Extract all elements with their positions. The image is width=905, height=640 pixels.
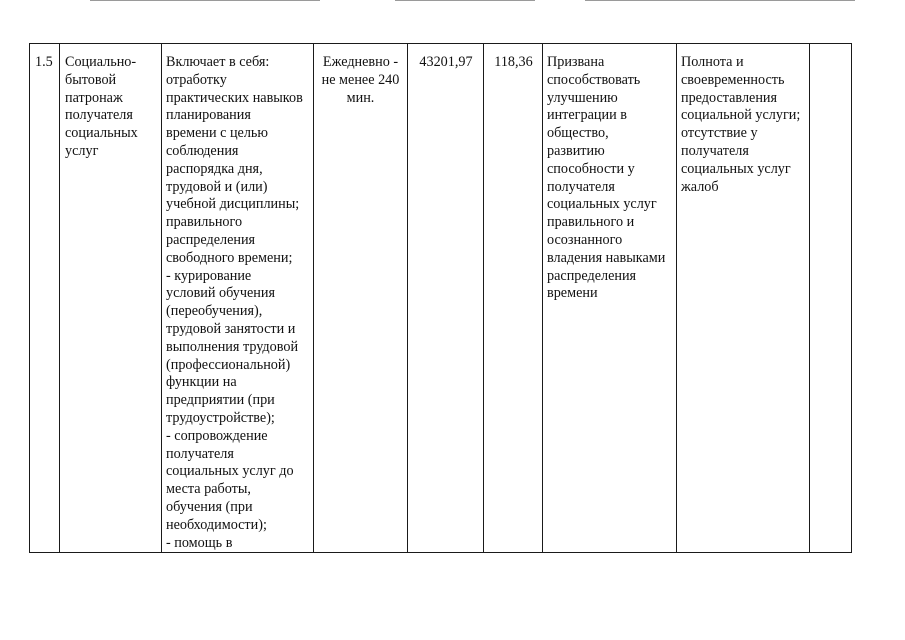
- service-name: Социально- бытовой патронаж получателя социальных услуг: [65, 54, 138, 159]
- service-periodicity-cell: [314, 44, 408, 553]
- service-quality-cell: [677, 44, 810, 553]
- service-norm: 118,36: [494, 54, 533, 70]
- service-number: 1.5: [35, 54, 53, 70]
- service-description-cell: [162, 44, 314, 553]
- service-name-cell: [60, 44, 162, 553]
- service-periodicity: Ежедневно - не менее 240 мин.: [321, 54, 400, 106]
- service-description: Включает в себя: отработку практических навыков планирования времени с целью соблюдения распорядка дня, трудовой и (или) учебной дисциплины; правильного распределения свободного времени; - курирование условий обучения (переобучения), трудовой занятости и выполнения трудовой (профессиональной) функции на предприятии (при трудоустройстве); - сопровождение получателя социальных услуг до места работы, обучения (при необходимости); - помощь в: [166, 54, 303, 551]
- service-goal-cell: [543, 44, 677, 553]
- service-number-cell: [30, 44, 60, 553]
- top-edge-line: [585, 0, 855, 1]
- service-extra-cell: [810, 44, 852, 553]
- table-row: [30, 44, 852, 553]
- service-price: 43201,97: [419, 54, 473, 70]
- service-price-cell: [408, 44, 484, 553]
- service-norm-cell: [484, 44, 543, 553]
- service-quality-indicators: Полнота и своевременность предоставления социальной услуги; отсутствие у получателя социальных услуг жалоб: [681, 54, 801, 195]
- service-goal: Призвана способствовать улучшению интеграции в общество, развитию способности у получателя социальных услуг правильного и осознанного владения навыками распределения времени: [547, 54, 666, 302]
- top-edge-line: [90, 0, 320, 1]
- top-edge-line: [395, 0, 535, 1]
- social-services-table: [29, 43, 852, 553]
